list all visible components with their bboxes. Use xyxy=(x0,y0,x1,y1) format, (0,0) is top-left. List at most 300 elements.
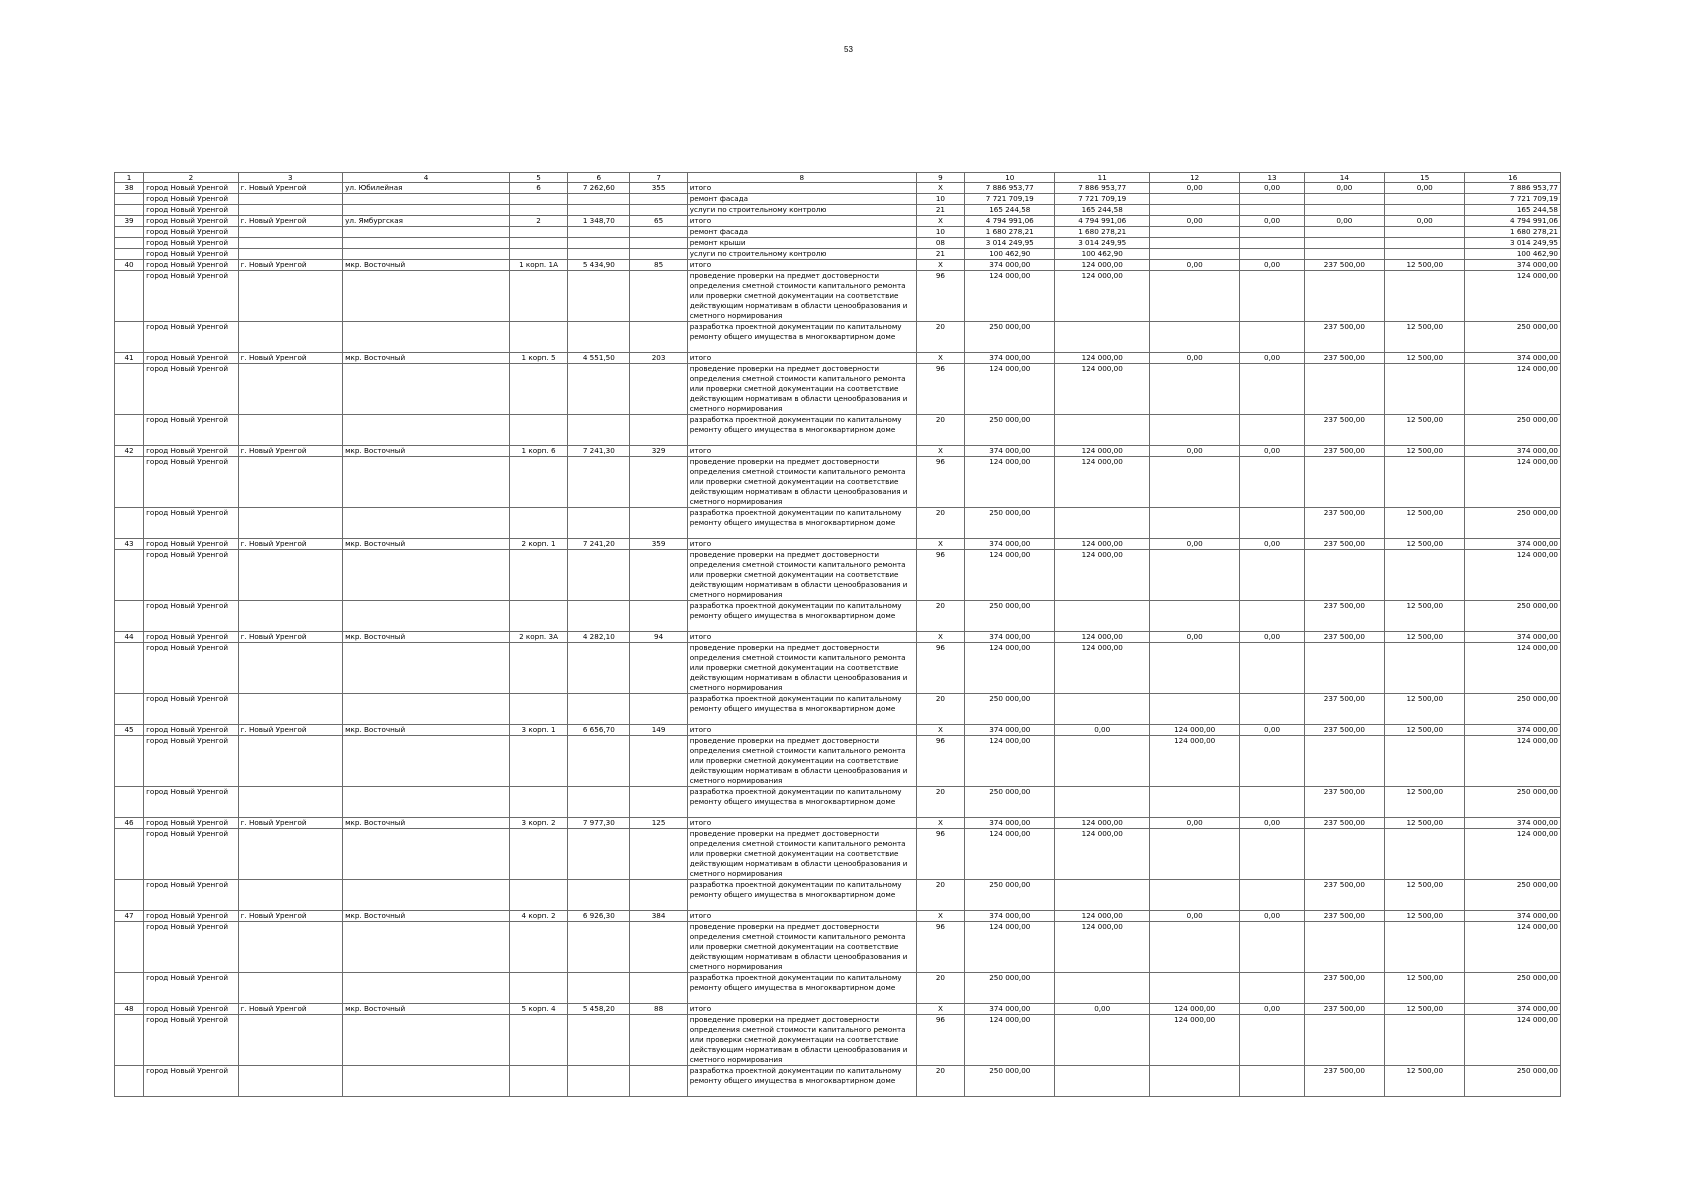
table-cell xyxy=(568,415,630,446)
table-cell: 124 000,00 xyxy=(965,457,1055,508)
table-cell: 124 000,00 xyxy=(1055,922,1149,973)
table-cell xyxy=(1055,601,1149,632)
table-cell: 1 680 278,21 xyxy=(965,227,1055,238)
table-cell xyxy=(1055,1015,1149,1066)
table-cell: 10 xyxy=(916,194,964,205)
table-cell: 20 xyxy=(916,694,964,725)
table-row xyxy=(115,1066,1561,1097)
table-cell xyxy=(1149,249,1239,260)
table-cell xyxy=(630,415,687,446)
table-cell: 124 000,00 xyxy=(965,271,1055,322)
table-cell: 100 462,90 xyxy=(1465,249,1561,260)
table-cell xyxy=(1055,322,1149,353)
table-cell: 0,00 xyxy=(1385,216,1465,227)
table-cell: 125 xyxy=(630,818,687,829)
column-number-cell: 12 xyxy=(1149,173,1239,183)
table-cell: 250 000,00 xyxy=(965,508,1055,539)
table-cell: 124 000,00 xyxy=(1149,725,1239,736)
table-cell: 0,00 xyxy=(1055,1004,1149,1015)
table-cell: мкр. Восточный xyxy=(343,911,510,922)
table-cell: 355 xyxy=(630,183,687,194)
table-cell: 237 500,00 xyxy=(1304,446,1384,457)
table-cell xyxy=(115,322,144,353)
table-cell: 374 000,00 xyxy=(965,539,1055,550)
column-number-cell: 8 xyxy=(687,173,916,183)
table-cell: 0,00 xyxy=(1304,183,1384,194)
table-row xyxy=(115,238,1561,249)
table-cell xyxy=(115,736,144,787)
table-cell xyxy=(238,238,343,249)
table-cell xyxy=(115,364,144,415)
table-cell xyxy=(630,364,687,415)
table-cell: 96 xyxy=(916,829,964,880)
table-cell: проведение проверки на предмет достоверности определения сметной стоимости капитального ремонта или проверки сметной документации на соответствие действующим нормативам в области ценообразования и сметного нормирования xyxy=(687,457,916,508)
table-cell xyxy=(343,227,510,238)
table-cell xyxy=(343,271,510,322)
table-cell: 5 корп. 4 xyxy=(509,1004,567,1015)
table-cell xyxy=(630,508,687,539)
table-cell: 12 500,00 xyxy=(1385,322,1465,353)
table-cell xyxy=(115,694,144,725)
table-cell xyxy=(1240,787,1304,818)
table-cell xyxy=(1385,829,1465,880)
table-cell xyxy=(1240,322,1304,353)
table-cell: 20 xyxy=(916,1066,964,1097)
table-row xyxy=(115,271,1561,322)
table-cell: г. Новый Уренгой xyxy=(238,818,343,829)
table-cell: 124 000,00 xyxy=(1465,271,1561,322)
table-cell xyxy=(238,271,343,322)
table-cell: 165 244,58 xyxy=(1055,205,1149,216)
table-cell xyxy=(115,249,144,260)
table-cell xyxy=(343,194,510,205)
table-cell xyxy=(238,227,343,238)
table-cell xyxy=(115,205,144,216)
table-cell: X xyxy=(916,260,964,271)
table-cell xyxy=(1149,322,1239,353)
table-cell: 0,00 xyxy=(1149,539,1239,550)
table-row xyxy=(115,725,1561,736)
table-cell xyxy=(568,508,630,539)
column-number-cell: 10 xyxy=(965,173,1055,183)
page-number: 53 xyxy=(844,45,853,54)
table-cell xyxy=(238,249,343,260)
table-cell: 149 xyxy=(630,725,687,736)
table-cell xyxy=(568,829,630,880)
table-cell xyxy=(1055,415,1149,446)
table-cell: 6 xyxy=(509,183,567,194)
table-cell: проведение проверки на предмет достоверности определения сметной стоимости капитального ремонта или проверки сметной документации на соответствие действующим нормативам в области ценообразования и сметного нормирования xyxy=(687,643,916,694)
table-cell: услуги по строительному контролю xyxy=(687,249,916,260)
table-cell: мкр. Восточный xyxy=(343,446,510,457)
table-cell: 250 000,00 xyxy=(965,415,1055,446)
table-cell: город Новый Уренгой xyxy=(144,216,238,227)
table-cell xyxy=(1149,508,1239,539)
table-row xyxy=(115,260,1561,271)
column-number-cell: 1 xyxy=(115,173,144,183)
table-cell: ул. Ямбургская xyxy=(343,216,510,227)
table-cell: проведение проверки на предмет достоверности определения сметной стоимости капитального ремонта или проверки сметной документации на соответствие действующим нормативам в области ценообразования и сметного нормирования xyxy=(687,1015,916,1066)
table-row xyxy=(115,205,1561,216)
table-cell: проведение проверки на предмет достоверности определения сметной стоимости капитального ремонта или проверки сметной документации на соответствие действующим нормативам в области ценообразования и сметного нормирования xyxy=(687,922,916,973)
table-cell xyxy=(630,1066,687,1097)
table-cell: 374 000,00 xyxy=(965,725,1055,736)
table-cell: 124 000,00 xyxy=(1055,457,1149,508)
table-cell: 0,00 xyxy=(1149,353,1239,364)
table-cell xyxy=(343,238,510,249)
table-cell: мкр. Восточный xyxy=(343,818,510,829)
column-number-cell: 4 xyxy=(343,173,510,183)
table-cell: 12 500,00 xyxy=(1385,818,1465,829)
table-cell: 12 500,00 xyxy=(1385,911,1465,922)
table-cell: 250 000,00 xyxy=(1465,694,1561,725)
table-cell: 0,00 xyxy=(1240,353,1304,364)
table-cell: 4 794 991,06 xyxy=(1055,216,1149,227)
table-cell xyxy=(1385,1015,1465,1066)
table-cell: 20 xyxy=(916,787,964,818)
table-cell xyxy=(630,787,687,818)
table-cell: 0,00 xyxy=(1149,260,1239,271)
table-cell: 250 000,00 xyxy=(1465,880,1561,911)
table-cell xyxy=(568,457,630,508)
table-cell xyxy=(343,736,510,787)
table-cell xyxy=(343,601,510,632)
table-cell: X xyxy=(916,911,964,922)
table-cell xyxy=(509,550,567,601)
table-cell xyxy=(238,322,343,353)
table-cell: 237 500,00 xyxy=(1304,1004,1384,1015)
table-cell: город Новый Уренгой xyxy=(144,353,238,364)
table-cell xyxy=(1240,364,1304,415)
table-cell: 124 000,00 xyxy=(965,1015,1055,1066)
table-cell xyxy=(115,643,144,694)
table-cell xyxy=(1240,973,1304,1004)
table-cell: г. Новый Уренгой xyxy=(238,446,343,457)
table-cell xyxy=(509,271,567,322)
table-cell: 46 xyxy=(115,818,144,829)
table-row xyxy=(115,973,1561,1004)
table-cell xyxy=(630,736,687,787)
table-cell: 124 000,00 xyxy=(965,550,1055,601)
table-cell xyxy=(568,550,630,601)
table-cell xyxy=(568,973,630,1004)
table-cell xyxy=(1149,227,1239,238)
table-cell xyxy=(630,457,687,508)
table-cell: 124 000,00 xyxy=(1149,1004,1239,1015)
table-cell xyxy=(1149,457,1239,508)
table-cell: 3 014 249,95 xyxy=(1055,238,1149,249)
table-cell xyxy=(509,508,567,539)
table-cell: город Новый Уренгой xyxy=(144,183,238,194)
table-cell: город Новый Уренгой xyxy=(144,1015,238,1066)
table-cell: 12 500,00 xyxy=(1385,880,1465,911)
table-cell: 4 282,10 xyxy=(568,632,630,643)
table-row xyxy=(115,457,1561,508)
table-cell xyxy=(238,922,343,973)
table-cell: 20 xyxy=(916,322,964,353)
table-cell: 0,00 xyxy=(1385,183,1465,194)
table-cell: 203 xyxy=(630,353,687,364)
table-cell xyxy=(1385,238,1465,249)
table-cell: 374 000,00 xyxy=(1465,353,1561,364)
table-cell: город Новый Уренгой xyxy=(144,601,238,632)
table-cell: X xyxy=(916,183,964,194)
table-cell: мкр. Восточный xyxy=(343,725,510,736)
table-cell: 0,00 xyxy=(1304,216,1384,227)
table-cell: 237 500,00 xyxy=(1304,415,1384,446)
table-cell xyxy=(1240,457,1304,508)
table-cell xyxy=(115,880,144,911)
table-cell xyxy=(1240,643,1304,694)
table-cell: 0,00 xyxy=(1149,818,1239,829)
table-cell xyxy=(509,922,567,973)
table-cell: 359 xyxy=(630,539,687,550)
table-cell: 124 000,00 xyxy=(1055,643,1149,694)
table-cell: итого xyxy=(687,353,916,364)
table-cell xyxy=(568,238,630,249)
table-cell xyxy=(1385,271,1465,322)
table-cell xyxy=(568,364,630,415)
table-cell: итого xyxy=(687,260,916,271)
table-cell: 0,00 xyxy=(1240,216,1304,227)
table-row xyxy=(115,911,1561,922)
table-cell xyxy=(238,736,343,787)
table-cell xyxy=(568,249,630,260)
table-cell: 0,00 xyxy=(1149,183,1239,194)
table-cell: 0,00 xyxy=(1055,725,1149,736)
table-cell: город Новый Уренгой xyxy=(144,205,238,216)
table-cell: 237 500,00 xyxy=(1304,322,1384,353)
table-cell xyxy=(1149,1066,1239,1097)
table-cell xyxy=(568,787,630,818)
table-cell: X xyxy=(916,216,964,227)
table-cell: 165 244,58 xyxy=(965,205,1055,216)
table-cell: 20 xyxy=(916,880,964,911)
table-cell xyxy=(1149,829,1239,880)
table-cell: город Новый Уренгой xyxy=(144,415,238,446)
table-cell: 124 000,00 xyxy=(1055,353,1149,364)
table-cell xyxy=(568,1015,630,1066)
table-cell: 44 xyxy=(115,632,144,643)
table-cell: 6 656,70 xyxy=(568,725,630,736)
table-cell: 0,00 xyxy=(1149,632,1239,643)
table-cell: 237 500,00 xyxy=(1304,818,1384,829)
table-row xyxy=(115,322,1561,353)
table-cell xyxy=(509,194,567,205)
table-row xyxy=(115,1015,1561,1066)
table-cell xyxy=(1304,227,1384,238)
table-cell: итого xyxy=(687,539,916,550)
table-cell xyxy=(1055,787,1149,818)
table-cell: 124 000,00 xyxy=(1055,911,1149,922)
table-cell: 0,00 xyxy=(1240,725,1304,736)
table-cell xyxy=(630,643,687,694)
table-cell xyxy=(1385,736,1465,787)
table-cell xyxy=(509,736,567,787)
table-row xyxy=(115,736,1561,787)
table-cell: 250 000,00 xyxy=(965,787,1055,818)
table-row xyxy=(115,415,1561,446)
table-cell: г. Новый Уренгой xyxy=(238,353,343,364)
table-cell: 124 000,00 xyxy=(1149,736,1239,787)
table-cell xyxy=(1304,457,1384,508)
table-cell: город Новый Уренгой xyxy=(144,1004,238,1015)
table-cell xyxy=(509,205,567,216)
table-cell: 20 xyxy=(916,508,964,539)
table-cell: 329 xyxy=(630,446,687,457)
table-cell: город Новый Уренгой xyxy=(144,238,238,249)
table-cell: город Новый Уренгой xyxy=(144,194,238,205)
table-cell xyxy=(115,550,144,601)
table-cell: 12 500,00 xyxy=(1385,508,1465,539)
table-cell xyxy=(568,643,630,694)
table-cell: 3 014 249,95 xyxy=(1465,238,1561,249)
table-cell: город Новый Уренгой xyxy=(144,322,238,353)
table-cell xyxy=(343,922,510,973)
table-cell xyxy=(1304,249,1384,260)
table-row xyxy=(115,1004,1561,1015)
table-cell: 250 000,00 xyxy=(965,880,1055,911)
table-cell: 2 корп. 1 xyxy=(509,539,567,550)
table-cell xyxy=(509,880,567,911)
table-cell: 7 721 709,19 xyxy=(1465,194,1561,205)
table-cell xyxy=(115,227,144,238)
table-cell xyxy=(343,249,510,260)
table-cell xyxy=(630,694,687,725)
table-cell: город Новый Уренгой xyxy=(144,550,238,601)
table-cell: 374 000,00 xyxy=(965,260,1055,271)
table-cell xyxy=(115,415,144,446)
table-cell: 1 680 278,21 xyxy=(1055,227,1149,238)
table-cell xyxy=(343,322,510,353)
table-cell: 0,00 xyxy=(1240,539,1304,550)
table-cell: 250 000,00 xyxy=(1465,322,1561,353)
table-row xyxy=(115,818,1561,829)
table-cell: 250 000,00 xyxy=(1465,415,1561,446)
table-cell xyxy=(1385,550,1465,601)
table-row xyxy=(115,539,1561,550)
table-cell xyxy=(1149,238,1239,249)
table-cell xyxy=(238,601,343,632)
table-cell: 0,00 xyxy=(1240,818,1304,829)
table-cell: 88 xyxy=(630,1004,687,1015)
table-cell xyxy=(1304,1015,1384,1066)
table-cell xyxy=(1304,829,1384,880)
table-cell xyxy=(1055,736,1149,787)
table-cell xyxy=(238,880,343,911)
table-cell: 4 551,50 xyxy=(568,353,630,364)
table-cell: 45 xyxy=(115,725,144,736)
table-cell: 85 xyxy=(630,260,687,271)
table-cell xyxy=(630,550,687,601)
table-cell xyxy=(630,973,687,1004)
table-cell: 124 000,00 xyxy=(1465,643,1561,694)
table-row xyxy=(115,787,1561,818)
table-cell xyxy=(509,457,567,508)
table-cell: 374 000,00 xyxy=(965,446,1055,457)
table-cell xyxy=(568,601,630,632)
table-cell: 374 000,00 xyxy=(1465,818,1561,829)
table-cell xyxy=(343,457,510,508)
table-cell: 20 xyxy=(916,973,964,1004)
table-cell xyxy=(115,457,144,508)
table-cell: 20 xyxy=(916,601,964,632)
table-row xyxy=(115,353,1561,364)
table-cell: 124 000,00 xyxy=(1055,829,1149,880)
table-cell xyxy=(1385,227,1465,238)
table-cell: 0,00 xyxy=(1149,446,1239,457)
table-cell xyxy=(630,249,687,260)
table-cell: 5 434,90 xyxy=(568,260,630,271)
table-row xyxy=(115,249,1561,260)
table-cell: итого xyxy=(687,1004,916,1015)
column-number-cell: 6 xyxy=(568,173,630,183)
table-cell xyxy=(1149,194,1239,205)
column-number-cell: 16 xyxy=(1465,173,1561,183)
table-cell: 374 000,00 xyxy=(1465,632,1561,643)
table-cell xyxy=(1149,271,1239,322)
table-cell xyxy=(1240,829,1304,880)
table-cell: 237 500,00 xyxy=(1304,353,1384,364)
table-cell xyxy=(343,415,510,446)
table-cell: 237 500,00 xyxy=(1304,508,1384,539)
table-cell: 94 xyxy=(630,632,687,643)
table-cell: 2 корп. 3А xyxy=(509,632,567,643)
table-cell: 124 000,00 xyxy=(965,643,1055,694)
table-cell: 0,00 xyxy=(1240,632,1304,643)
table-cell: 2 xyxy=(509,216,567,227)
table-cell: 250 000,00 xyxy=(1465,601,1561,632)
table-cell: 0,00 xyxy=(1240,446,1304,457)
table-cell: 374 000,00 xyxy=(1465,539,1561,550)
table-cell xyxy=(1149,601,1239,632)
table-cell xyxy=(568,694,630,725)
table-cell: 1 корп. 5 xyxy=(509,353,567,364)
table-cell: 237 500,00 xyxy=(1304,539,1384,550)
table-cell: 124 000,00 xyxy=(965,736,1055,787)
table-cell xyxy=(1304,643,1384,694)
table-cell: 124 000,00 xyxy=(1055,550,1149,601)
table-cell xyxy=(1304,364,1384,415)
table-cell: 374 000,00 xyxy=(965,911,1055,922)
table-cell: 96 xyxy=(916,271,964,322)
table-cell xyxy=(115,787,144,818)
table-cell: 21 xyxy=(916,249,964,260)
table-cell xyxy=(1304,194,1384,205)
table-cell xyxy=(1149,643,1239,694)
table-cell: итого xyxy=(687,446,916,457)
table-cell xyxy=(1240,508,1304,539)
table-cell: 7 721 709,19 xyxy=(965,194,1055,205)
table-cell xyxy=(1385,457,1465,508)
table-cell: ремонт фасада xyxy=(687,194,916,205)
table-cell: 374 000,00 xyxy=(1465,260,1561,271)
table-cell xyxy=(343,508,510,539)
table-cell xyxy=(238,205,343,216)
table-cell: 38 xyxy=(115,183,144,194)
table-cell xyxy=(509,238,567,249)
table-cell xyxy=(568,271,630,322)
table-cell xyxy=(238,550,343,601)
table-row xyxy=(115,880,1561,911)
table-cell: 6 926,30 xyxy=(568,911,630,922)
table-cell: 7 241,30 xyxy=(568,446,630,457)
table-cell: 124 000,00 xyxy=(1055,632,1149,643)
table-cell: 124 000,00 xyxy=(1055,539,1149,550)
table-cell: 250 000,00 xyxy=(1465,973,1561,1004)
table-cell: 7 977,30 xyxy=(568,818,630,829)
table-cell: г. Новый Уренгой xyxy=(238,725,343,736)
